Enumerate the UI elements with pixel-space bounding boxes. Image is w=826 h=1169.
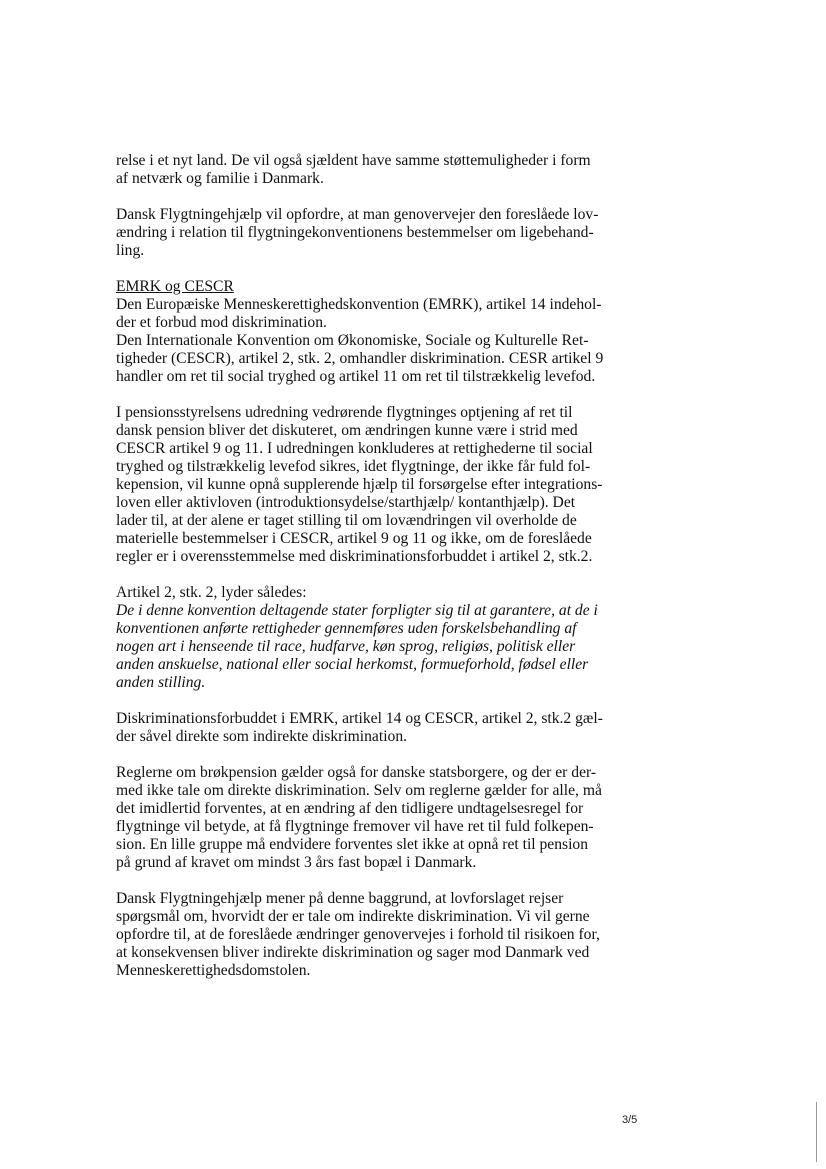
page-number: 3/5 (622, 1114, 638, 1126)
text-line: flygtninge vil betyde, at få flygtninge fremover vil have ret til fuld folkepen- (116, 818, 594, 835)
quote-line: konventionen anførte rettigheder gennemføres uden forskelsbehandling af (116, 620, 577, 637)
section-heading: EMRK og CESCR (116, 278, 234, 295)
text-line: Den Internationale Konvention om Økonomiske, Sociale og Kulturelle Ret- (116, 332, 589, 349)
text-line: handler om ret til social tryghed og artikel 11 om ret til tilstrækkelig levefod. (116, 368, 596, 385)
text-line: Dansk Flygtningehjælp mener på denne baggrund, at lovforslaget rejser (116, 890, 564, 907)
text-line: dansk pension bliver det diskuteret, om ændringen kunne være i strid med (116, 422, 578, 439)
text-line: Menneskerettighedsdomstolen. (116, 962, 311, 979)
text-line: I pensionsstyrelsens udredning vedrørende flygtninges optjening af ret til (116, 404, 573, 421)
text-line: regler er i overensstemmelse med diskriminationsforbuddet i artikel 2, stk.2. (116, 548, 593, 565)
paragraph-4 (116, 404, 656, 566)
paragraph-7 (116, 764, 656, 872)
text-line: kepension, vil kunne opnå supplerende hjælp til forsørgelse efter integrations- (116, 476, 603, 493)
text-line: der et forbud mod diskrimination. (116, 314, 327, 331)
text-line: der såvel direkte som indirekte diskrimination. (116, 728, 408, 745)
text-line: det imidlertid forventes, at en ændring af den tidligere undtagelsesregel for (116, 800, 584, 817)
text-line: med ikke tale om direkte diskrimination. Selv om reglerne gælder for alle, må (116, 782, 602, 799)
text-line: Dansk Flygtningehjælp vil opfordre, at man genovervejer den foreslåede lov- (116, 206, 599, 223)
text-line: af netværk og familie i Danmark. (116, 170, 324, 187)
quote-line: nogen art i henseende til race, hudfarve, køn sprog, religiøs, politisk eller (116, 638, 576, 655)
text-line: sion. En lille gruppe må endvidere forventes slet ikke at opnå ret til pension (116, 836, 589, 853)
scan-edge-mark (816, 1102, 817, 1162)
paragraph-2 (116, 206, 656, 260)
document-body (116, 152, 656, 998)
text-line: relse i et nyt land. De vil også sjældent have samme støttemuligheder i form (116, 152, 591, 169)
text-line: lader til, at der alene er taget stilling til om lovændringen vil overholde de (116, 512, 577, 529)
quote-line: De i denne konvention deltagende stater forpligter sig til at garantere, at de i (116, 602, 598, 619)
text-line: tigheder (CESCR), artikel 2, stk. 2, omhandler diskrimination. CESR artikel 9 (116, 350, 604, 367)
text-line: materielle bestemmelser i CESCR, artikel 9 og 11 og ikke, om de foreslåede (116, 530, 592, 547)
text-line: opfordre til, at de foreslåede ændringer genovervejes i forhold til risikoen for, (116, 926, 600, 943)
paragraph-1 (116, 152, 656, 188)
section-emrk-cescr (116, 278, 656, 386)
text-line: Diskriminationsforbuddet i EMRK, artikel 14 og CESCR, artikel 2, stk.2 gæl- (116, 710, 603, 727)
text-line: Artikel 2, stk. 2, lyder således: (116, 584, 307, 601)
paragraph-8 (116, 890, 656, 980)
quote-line: anden anskuelse, national eller social herkomst, formueforhold, fødsel eller (116, 656, 589, 673)
paragraph-6 (116, 710, 656, 746)
text-line: ling. (116, 242, 145, 259)
text-line: spørgsmål om, hvorvidt der er tale om indirekte diskrimination. Vi vil gerne (116, 908, 590, 925)
text-line: ændring i relation til flygtningekonventionens bestemmelser om ligebehand- (116, 224, 594, 241)
text-line: Den Europæiske Menneskerettighedskonvention (EMRK), artikel 14 indehol- (116, 296, 602, 313)
text-line: på grund af kravet om mindst 3 års fast bopæl i Danmark. (116, 854, 477, 871)
text-line: Reglerne om brøkpension gælder også for danske statsborgere, og der er der- (116, 764, 597, 781)
text-line: CESCR artikel 9 og 11. I udredningen konkluderes at rettighederne til social (116, 440, 593, 457)
article-quote-section (116, 584, 656, 692)
text-line: tryghed og tilstrækkelig levefod sikres, idet flygtninge, der ikke får fuld fol- (116, 458, 591, 475)
text-line: loven eller aktivloven (introduktionsydelse/starthjælp/ kontanthjælp). Det (116, 494, 576, 511)
text-line: at konsekvensen bliver indirekte diskrimination og sager mod Danmark ved (116, 944, 590, 961)
quote-line: anden stilling. (116, 674, 206, 691)
